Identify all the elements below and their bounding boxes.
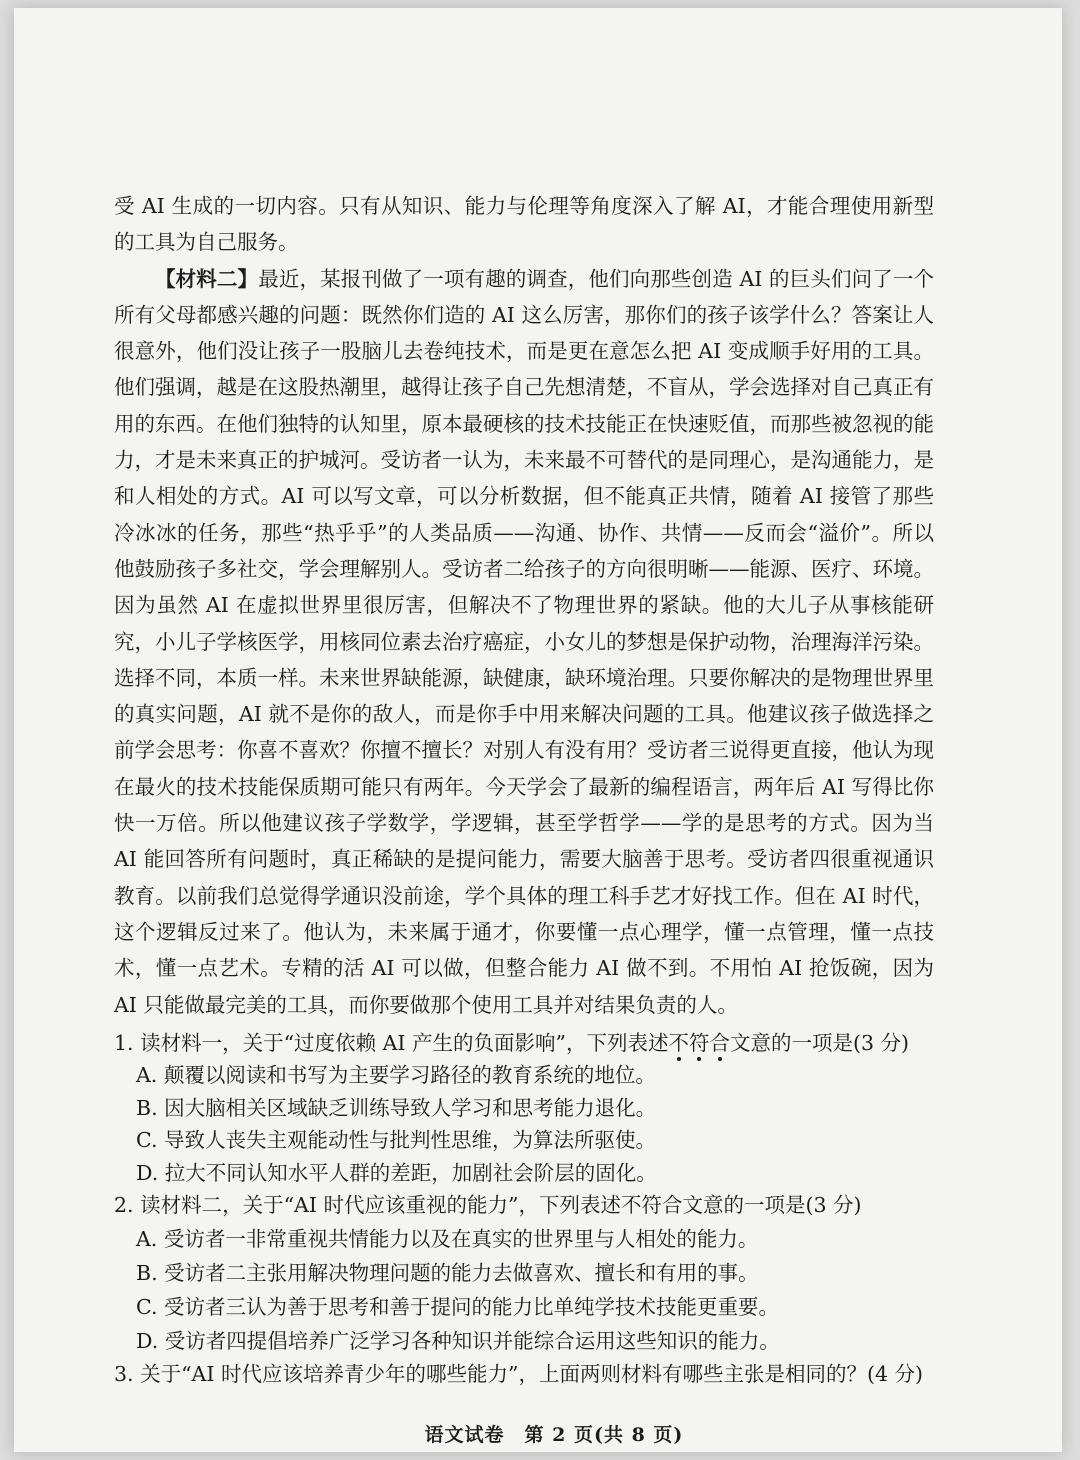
emphasis-char: 不 (668, 1030, 689, 1055)
material2-paragraph (114, 261, 934, 1023)
question-2-stem: 2. 读材料二，关于“AI 时代应该重视的能力”，下列表述不符合文意的一项是(3 分) (114, 1193, 862, 1218)
question-2-option-b: B. 受访者二主张用解决物理问题的能力去做喜欢、擅长和有用的事。 (136, 1260, 759, 1285)
material2-label: 【材料二】 (155, 266, 259, 291)
question-1-option-b: B. 因大脑相关区域缺乏训练导致人学习和思考能力退化。 (136, 1095, 657, 1120)
question-2-option-d: D. 受访者四提倡培养广泛学习各种知识并能综合运用这些知识的能力。 (136, 1328, 780, 1353)
question-2-option-c: C. 受访者三认为善于思考和善于提问的能力比单纯学技术技能更重要。 (136, 1294, 779, 1319)
question-1-option-a: A. 颠覆以阅读和书写为主要学习路径的教育系统的地位。 (136, 1063, 656, 1088)
exam-page (14, 8, 1062, 1452)
question-3-stem: 3. 关于“AI 时代应该培养青少年的哪些能力”，上面两则材料有哪些主张是相同的？(4 分) (114, 1361, 924, 1386)
question-1 (114, 1027, 934, 1190)
question-1-option-c: C. 导致人丧失主观能动性与批判性思维，为算法所驱使。 (136, 1128, 656, 1153)
emphasis-char: 合 (709, 1030, 730, 1055)
question-1-stem (114, 1027, 934, 1060)
question-1-stem-start: 1. 读材料一，关于“过度依赖 AI 产生的负面影响”，下列表述 (114, 1030, 669, 1055)
question-1-stem-end: 文意的一项是(3 分) (729, 1030, 910, 1055)
material2-text: 最近，某报刊做了一项有趣的调查，他们向那些创造 AI 的巨头们问了一个所有父母都感兴趣的问题：既然你们造的 AI 这么厉害，那你们的孩子该学什么？答案让人很意外，他们没让孩子一股脑儿去卷纯技术，而是更在意怎么把 AI 变成顺手好用的工具。他们强调，越是在这股热潮里，越得让孩子自己先想清楚，不盲从，学会选择对自己真正有用的东西。在他们独特的认知里，原本最硬核的技术技能正在快速贬值，而那些被忽视的能力，才是未来真正的护城河。受访者一认为，未来最不可替代的是同理心，是沟通能力，是和人相处的方式。AI 可以写文章，可以分析数据，但不能真正共情，随着 AI 接管了那些冷冰冰的任务，那些“热乎乎”的人类品质——沟通、协作、共情——反而会“溢价”。所以他鼓励孩子多社交，学会理解别人。受访者二给孩子的方向很明晰——能源、医疗、环境。因为虽然 AI 在虚拟世界里很厉害，但解决不了物理世界的紧缺。他的大儿子从事核能研究，小儿子学核医学，用核同位素去治疗癌症，小女儿的梦想是保护动物，治理海洋污染。选择不同，本质一样。未来世界缺能源，缺健康，缺环境治理。只要你解决的是物理世界里的真实问题，AI 就不是你的敌人，而是你手中用来解决问题的工具。他建议孩子做选择之前学会思考：你喜不喜欢？你擅不擅长？对别人有没有用？受访者三说得更直接，他认为现在最火的技术技能保质期可能只有两年。今天学会了最新的编程语言，两年后 AI 写得比你快一万倍。所以他建议孩子学数学，学逻辑，甚至学哲学——学的是思考的方式。因为当 AI 能回答所有问题时，真正稀缺的是提问能力，需要大脑善于思考。受访者四很重视通识教育。以前我们总觉得学通识没前途，学个具体的理工科手艺才好找工作。但在 AI 时代，这个逻辑反过来了。他认为，未来属于通才，你要懂一点心理学，懂一点管理，懂一点技术，懂一点艺术。专精的活 AI 可以做，但整合能力 AI 做不到。不用怕 AI 抢饭碗，因为 AI 只能做最完美的工具，而你要做那个使用工具并对结果负责的人。 (114, 266, 934, 1017)
emphasis-char: 符 (688, 1030, 710, 1055)
question-2-option-a: A. 受访者一非常重视共情能力以及在真实的世界里与人相处的能力。 (136, 1226, 759, 1251)
material1-continuation: 受 AI 生成的一切内容。只有从知识、能力与伦理等角度深入了解 AI，才能合理使用新型的工具为自己服务。 (114, 194, 934, 255)
page-footer: 语文试卷 第 2 页(共 8 页) (424, 1424, 684, 1446)
page-content (114, 188, 934, 1390)
question-2 (114, 1189, 934, 1358)
question-1-option-d: D. 拉大不同认知水平人群的差距，加剧社会阶层的固化。 (136, 1160, 657, 1185)
